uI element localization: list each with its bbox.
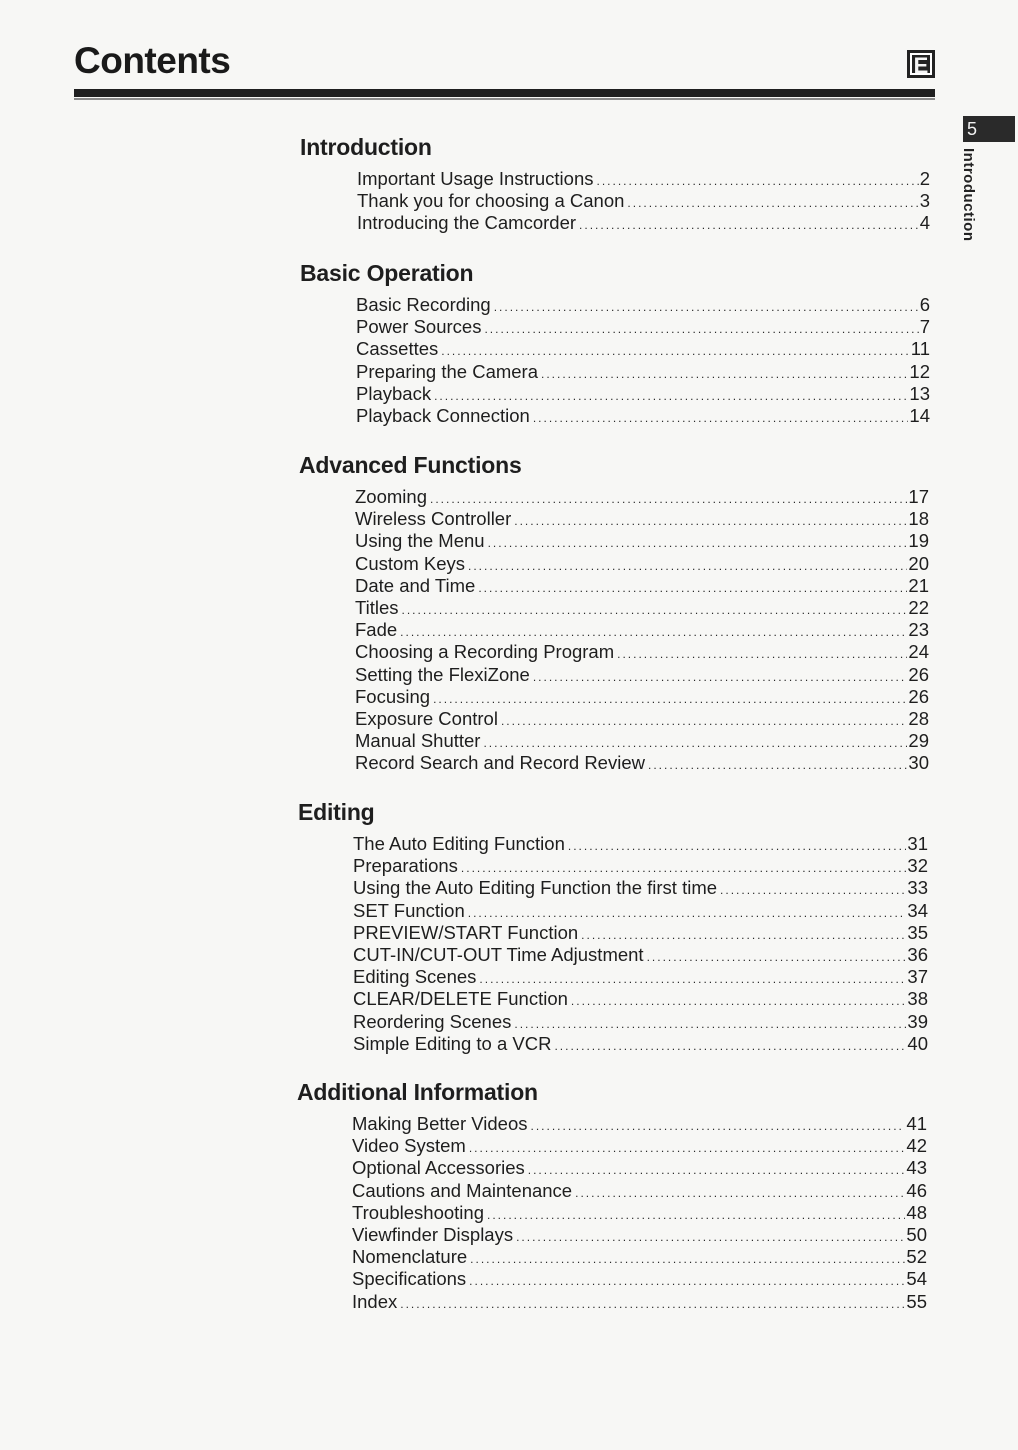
toc-entry-label: Specifications: [352, 1268, 467, 1290]
toc-entry[interactable]: [353, 855, 928, 877]
toc-entry-label: Video System: [352, 1135, 466, 1157]
page-number-tab: 5: [963, 116, 1015, 142]
toc-entry[interactable]: [353, 877, 928, 899]
section-title: Editing: [298, 799, 375, 825]
toc-entry-label: Using the Menu: [355, 530, 485, 552]
toc-entry-page: 18: [908, 508, 929, 530]
toc-entry[interactable]: [352, 1268, 927, 1290]
toc-entry-page: 17: [908, 486, 929, 507]
toc-entry[interactable]: [356, 294, 930, 316]
dot-leader: [479, 968, 906, 990]
toc-entry-page: 38: [907, 988, 928, 1010]
toc-entry-label: Playback: [356, 382, 432, 404]
toc-entry-page: 23: [908, 619, 929, 641]
section-title: Advanced Functions: [299, 452, 522, 478]
toc-entry-label: Custom Keys: [355, 552, 466, 574]
toc-entry-page: 48: [906, 1201, 927, 1223]
toc-entry-label: Power Sources: [356, 316, 482, 338]
toc-entry-page: 55: [906, 1290, 927, 1312]
chapter-side-label: Introduction: [960, 148, 977, 242]
toc-entry-label: Choosing a Recording Program: [355, 641, 615, 663]
toc-entry-page: 14: [909, 404, 930, 426]
toc-entry-page: 12: [909, 360, 930, 382]
toc-entry-label: Simple Editing to a VCR: [353, 1032, 552, 1054]
dot-leader: [531, 1115, 906, 1137]
dot-leader: [597, 170, 919, 192]
toc-entry-page: 7: [919, 316, 930, 338]
toc-entry-label: Making Better Videos: [352, 1113, 528, 1134]
toc-entry-label: Record Search and Record Review: [355, 752, 645, 774]
toc-entry-label: Cautions and Maintenance: [352, 1179, 573, 1201]
toc-section-introduction: [300, 134, 930, 235]
dot-leader: [468, 555, 907, 577]
toc-entry-page: 6: [919, 294, 930, 315]
toc-entry-label: Playback Connection: [356, 404, 530, 426]
toc-entry[interactable]: [353, 900, 928, 922]
dot-leader: [720, 879, 906, 901]
toc-entry-label: Thank you for choosing a Canon: [357, 190, 625, 212]
toc-entry[interactable]: [352, 1157, 927, 1179]
dot-leader: [648, 754, 907, 776]
toc-entry-page: 2: [919, 168, 930, 189]
toc-entry-page: 26: [908, 685, 929, 707]
toc-entry[interactable]: [357, 168, 930, 190]
toc-entry-label: CLEAR/DELETE Function: [353, 988, 568, 1010]
toc-entry[interactable]: [353, 1011, 928, 1033]
toc-entry[interactable]: [352, 1135, 927, 1157]
dot-leader: [514, 1013, 906, 1035]
toc-entry-page: 46: [906, 1179, 927, 1201]
toc-entry-page: 11: [910, 338, 930, 360]
dot-leader: [469, 1270, 905, 1292]
toc-entry-label: Wireless Controller: [355, 508, 512, 530]
toc-entry-label: Date and Time: [355, 574, 476, 596]
dot-leader: [541, 363, 908, 385]
dot-leader: [514, 510, 907, 532]
toc-entry[interactable]: [353, 966, 928, 988]
dot-leader: [433, 688, 907, 710]
toc-entry[interactable]: [352, 1246, 927, 1268]
toc-section-advanced-functions: [299, 452, 929, 774]
toc-entry-page: 54: [906, 1268, 927, 1290]
dot-leader: [501, 710, 907, 732]
dot-leader: [488, 532, 908, 554]
toc-entry-page: 4: [919, 212, 930, 234]
dot-leader: [470, 1248, 905, 1270]
toc-entry-label: Exposure Control: [355, 707, 498, 729]
toc-entry-label: Viewfinder Displays: [352, 1223, 514, 1245]
toc-entry[interactable]: [355, 575, 929, 597]
toc-entry-label: Editing Scenes: [353, 966, 477, 988]
toc-entry[interactable]: [356, 338, 930, 360]
dot-leader: [483, 732, 907, 754]
toc-entry-page: 40: [907, 1032, 928, 1054]
dot-leader: [430, 488, 907, 510]
toc-entry-label: Index: [352, 1290, 398, 1312]
toc-entry-page: 3: [919, 190, 930, 212]
toc-entry-label: Optional Accessories: [352, 1157, 525, 1179]
dot-leader: [461, 857, 907, 879]
toc-entry[interactable]: [357, 212, 930, 234]
dot-leader: [400, 621, 907, 643]
toc-entry[interactable]: [356, 405, 930, 427]
toc-entry[interactable]: [356, 316, 930, 338]
dot-leader: [402, 599, 908, 621]
toc-entry-page: 42: [906, 1135, 927, 1157]
dot-leader: [568, 835, 907, 857]
toc-entry-page: 33: [907, 877, 928, 899]
toc-entry[interactable]: [353, 833, 928, 855]
toc-entry[interactable]: [356, 383, 930, 405]
toc-entry-page: 26: [908, 663, 929, 685]
toc-entry-label: Preparing the Camera: [356, 360, 539, 382]
toc-entry[interactable]: [355, 708, 929, 730]
language-badge: E: [907, 50, 935, 78]
toc-entry[interactable]: [357, 190, 930, 212]
toc-entry-page: 43: [906, 1157, 927, 1179]
dot-leader: [533, 407, 909, 429]
dot-leader: [487, 1204, 905, 1226]
toc-entry[interactable]: [355, 664, 929, 686]
toc-entry-label: Manual Shutter: [355, 730, 481, 752]
toc-entry-page: 21: [908, 574, 929, 596]
toc-entry[interactable]: [355, 530, 929, 552]
toc-entry[interactable]: [355, 641, 929, 663]
toc-entry-label: Focusing: [355, 685, 431, 707]
toc-entry-page: 32: [907, 855, 928, 877]
toc-entry[interactable]: [355, 508, 929, 530]
dot-leader: [400, 1293, 905, 1315]
toc-entry-page: 22: [908, 596, 929, 618]
dot-leader: [528, 1159, 906, 1181]
toc-entry-page: 36: [907, 943, 928, 965]
toc-entry-page: 13: [909, 382, 930, 404]
dot-leader: [627, 192, 918, 214]
toc-entry[interactable]: [356, 361, 930, 383]
dot-leader: [478, 577, 907, 599]
toc-entry-page: 35: [907, 921, 928, 943]
toc-entry-label: Important Usage Instructions: [357, 168, 594, 189]
toc-entry[interactable]: [353, 1033, 928, 1055]
toc-entry[interactable]: [355, 486, 929, 508]
toc-entry[interactable]: [355, 730, 929, 752]
dot-leader: [434, 385, 908, 407]
toc-entry-page: 41: [906, 1113, 927, 1134]
toc-entry-label: Using the Auto Editing Function the first time: [353, 877, 718, 899]
toc-entry-label: CUT-IN/CUT-OUT Time Adjustment: [353, 943, 644, 965]
toc-entry-page: 34: [907, 899, 928, 921]
toc-entry-label: Titles: [355, 596, 399, 618]
dot-leader: [516, 1226, 905, 1248]
toc-entry-label: Reordering Scenes: [353, 1010, 512, 1032]
dot-leader: [554, 1035, 906, 1057]
toc-entry-page: 37: [907, 966, 928, 988]
dot-leader: [575, 1182, 905, 1204]
toc-entry-page: 20: [908, 552, 929, 574]
section-title: Introduction: [300, 134, 432, 160]
toc-entry[interactable]: [355, 686, 929, 708]
toc-entry-page: 24: [908, 641, 929, 663]
toc-entry-label: The Auto Editing Function: [353, 833, 565, 854]
dot-leader: [533, 666, 908, 688]
dot-leader: [441, 340, 910, 362]
toc-section-additional-information: [297, 1079, 927, 1313]
toc-entry-label: Fade: [355, 619, 398, 641]
toc-entry[interactable]: [355, 597, 929, 619]
toc-entry-label: Basic Recording: [356, 294, 491, 315]
dot-leader: [579, 214, 919, 236]
toc-entry-label: Cassettes: [356, 338, 439, 360]
dot-leader: [647, 946, 907, 968]
toc-entry[interactable]: [352, 1291, 927, 1313]
dot-leader: [494, 296, 919, 318]
toc-entry-label: Introducing the Camcorder: [357, 212, 577, 234]
dot-leader: [571, 990, 907, 1012]
toc-entry-page: 39: [907, 1010, 928, 1032]
toc-entry-label: SET Function: [353, 899, 465, 921]
toc-entry-page: 29: [908, 730, 929, 752]
toc-entry[interactable]: [353, 988, 928, 1010]
toc-entry[interactable]: [352, 1113, 927, 1135]
toc-entry-label: Setting the FlexiZone: [355, 663, 530, 685]
toc-entry-label: Troubleshooting: [352, 1201, 484, 1223]
toc-entry[interactable]: [352, 1180, 927, 1202]
toc-entry-page: 19: [908, 530, 929, 552]
dot-leader: [468, 902, 907, 924]
toc-entry[interactable]: [355, 553, 929, 575]
toc-entry-page: 31: [907, 833, 928, 854]
section-title: Additional Information: [297, 1079, 538, 1105]
toc-entry-label: Preparations: [353, 855, 458, 877]
toc-entry-page: 52: [906, 1246, 927, 1268]
title-rule: [74, 89, 935, 97]
toc-entry[interactable]: [353, 922, 928, 944]
toc-entry-label: Nomenclature: [352, 1246, 468, 1268]
toc-entry[interactable]: [352, 1202, 927, 1224]
dot-leader: [581, 924, 906, 946]
dot-leader: [469, 1137, 906, 1159]
dot-leader: [484, 318, 918, 340]
toc-section-basic-operation: [300, 260, 930, 427]
toc-section-editing: [298, 799, 928, 1055]
page-title: Contents: [74, 40, 231, 81]
toc-entry-page: 50: [906, 1223, 927, 1245]
toc-entry-page: 30: [908, 752, 929, 774]
dot-leader: [617, 643, 907, 665]
toc-entry[interactable]: [355, 619, 929, 641]
toc-entry[interactable]: [353, 944, 928, 966]
toc-entry[interactable]: [352, 1224, 927, 1246]
toc-entry-label: Zooming: [355, 486, 427, 507]
section-title: Basic Operation: [300, 260, 474, 286]
toc-entry-page: 28: [908, 707, 929, 729]
toc-entry[interactable]: [355, 752, 929, 774]
toc-entry-label: PREVIEW/START Function: [353, 921, 579, 943]
